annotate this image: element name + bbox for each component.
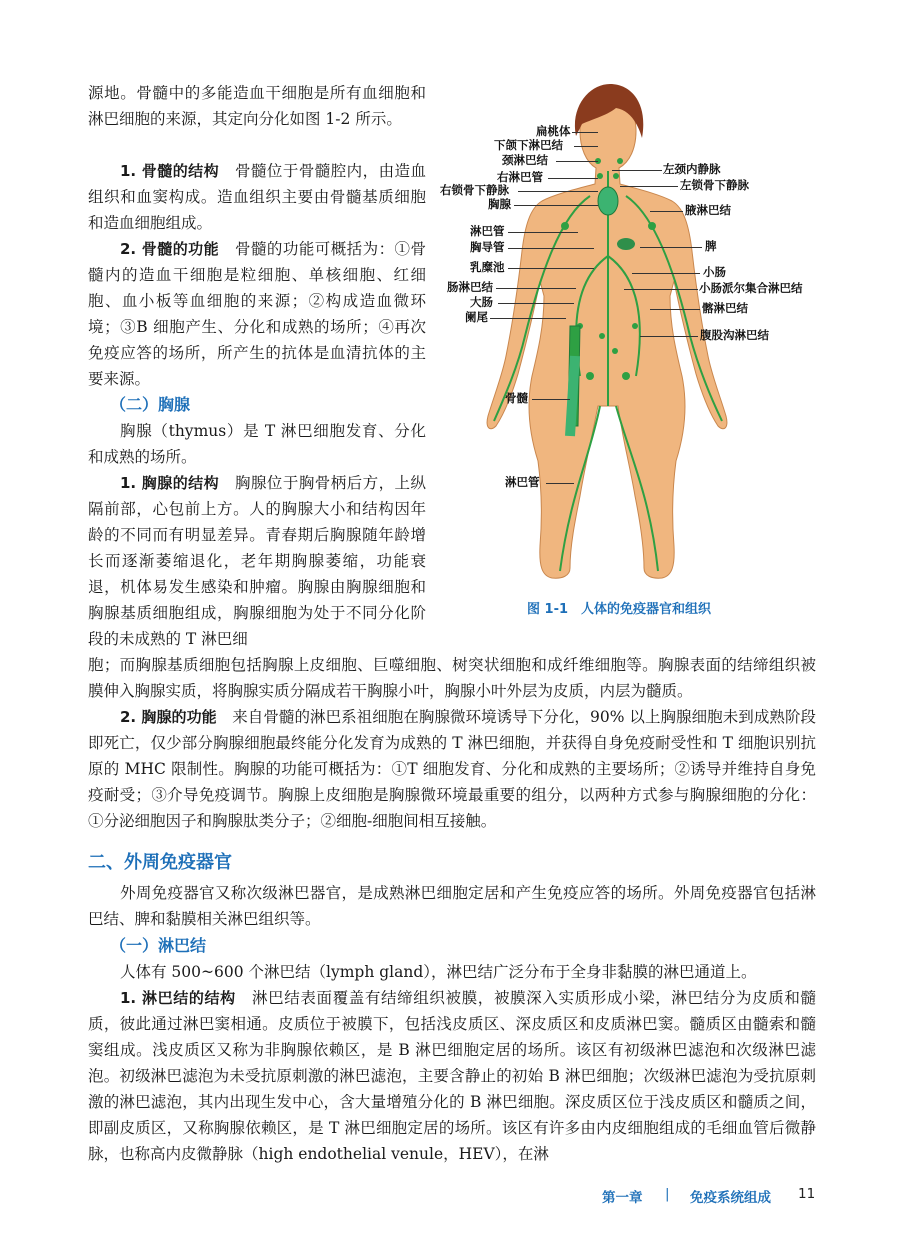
heading-lymph-node: （一）淋巴结 <box>110 936 207 955</box>
paragraph-thymus-structure <box>88 470 426 652</box>
label-axillary-node: 腋淋巴结 <box>685 203 731 217</box>
heading-thymus: （二）胸腺 <box>110 395 191 414</box>
label-left-subclavian-vein: 左锁骨下静脉 <box>680 178 749 192</box>
spleen <box>617 238 635 250</box>
paragraph-intro: 源地。骨髓中的多能造血干细胞是所有血细胞和淋巴细胞的来源，其定向分化如图 1-2 所示。 <box>88 84 426 128</box>
label-lymph-vessel: 淋巴管 <box>470 224 505 238</box>
heading-peripheral-organs: 二、外周免疫器官 <box>88 852 232 873</box>
footer-separator: | <box>665 1186 670 1202</box>
subheading-bone-marrow-function: 2. 骨髓的功能 <box>120 240 220 258</box>
footer-title: 免疫系统组成 <box>690 1190 771 1206</box>
paragraph-lymph-node-structure <box>88 985 816 1167</box>
paragraph-thymus-def: 胸腺（thymus）是 T 淋巴细胞发育、分化和成熟的场所。 <box>88 422 426 466</box>
text-bone-marrow-function: 骨髓的功能可概括为：①骨髓内的造血干细胞是粒细胞、单核细胞、红细胞、血小板等血细胞的来源；②构成造血微环境；③B 细胞产生、分化和成熟的场所；④再次免疫应答的场所，所产生的抗体是血清抗体的主要来源。 <box>88 240 426 388</box>
label-small-intestine: 小肠 <box>703 265 726 279</box>
paragraph-bone-marrow-structure <box>88 158 426 236</box>
subheading-thymus-structure: 1. 胸腺的结构 <box>120 474 220 492</box>
label-thymus: 胸腺 <box>488 197 511 211</box>
label-large-intestine: 大肠 <box>470 295 493 309</box>
subheading-lymph-node-structure: 1. 淋巴结的结构 <box>120 989 236 1007</box>
subheading-bone-marrow-structure: 1. 骨髓的结构 <box>120 162 220 180</box>
paragraph-peripheral-organs: 外周免疫器官又称次级淋巴器官，是成熟淋巴细胞定居和产生免疫应答的场所。外周免疫器官包括淋巴结、脾和黏膜相关淋巴组织等。 <box>88 884 816 928</box>
label-right-lymph-duct: 右淋巴管 <box>497 170 543 184</box>
subheading-thymus-function: 2. 胸腺的功能 <box>120 708 217 726</box>
label-right-subclavian-vein: 右锁骨下静脉 <box>440 183 509 197</box>
label-cisterna-chyli: 乳糜池 <box>470 260 505 274</box>
label-inguinal-node: 腹股沟淋巴结 <box>700 328 769 342</box>
paragraph-lymph-node-intro: 人体有 500~600 个淋巴结（lymph gland），淋巴结广泛分布于全身非黏膜的淋巴通道上。 <box>120 963 757 981</box>
label-left-internal-jugular-vein: 左颈内静脉 <box>663 162 721 176</box>
text-thymus-function: 来自骨髓的淋巴系祖细胞在胸腺微环境诱导下分化，90% 以上胸腺细胞未到成熟阶段即死亡，仅少部分胸腺细胞最终能分化发育为成熟的 T 淋巴细胞，并获得自身免疫耐受性和 T 细胞识别抗原的 MHC 限制性。胸腺的功能可概括为：①T 细胞发育、分化和成熟的主要场所；②诱导并维持自身免疫耐受；③介导免疫调节。胸腺上皮细胞是胸腺微环境最重要的组分，以两种方式参与胸腺细胞的分化：①分泌细胞因子和胸腺肽类分子；②细胞-细胞间相互接触。 <box>88 708 816 830</box>
label-cervical-node: 颈淋巴结 <box>502 153 548 167</box>
text-bone-marrow-structure: 骨髓位于骨髓腔内，由造血组织和血窦构成。造血组织主要由骨髓基质细胞和造血细胞组成。 <box>88 162 426 232</box>
page-number: 11 <box>798 1186 816 1202</box>
paragraph-thymus-function <box>88 704 816 834</box>
footer-chapter: 第一章 <box>602 1190 643 1206</box>
label-tonsil: 扁桃体 <box>536 124 571 138</box>
text-thymus-structure: 胸腺位于胸骨柄后方，上纵隔前部，心包前上方。人的胸腺大小和结构因年龄的不同而有明显差异。青春期后胸腺随年龄增长而逐渐萎缩退化，老年期胸腺萎缩，功能衰退，机体易发生感染和肿瘤。胸腺由胸腺细胞和胸腺基质细胞组成，胸腺细胞为处于不同分化阶段的未成熟的 T 淋巴细 <box>88 474 426 648</box>
leg-lymph-green <box>570 356 575 436</box>
label-iliac-node: 髂淋巴结 <box>702 301 748 315</box>
text-lymph-node-structure: 淋巴结表面覆盖有结缔组织被膜，被膜深入实质形成小梁，淋巴结分为皮质和髓质，彼此通过淋巴窦相通。皮质位于被膜下，包括浅皮质区、深皮质区和皮质淋巴窦。髓质区由髓索和髓窦组成。浅皮质区又称为非胸腺依赖区，是 B 淋巴细胞定居的场所。该区有初级淋巴滤泡和次级淋巴滤泡。初级淋巴滤泡为未受抗原刺激的淋巴滤泡，主要含静止的初始 B 淋巴细胞；次级淋巴滤泡为受抗原刺激的淋巴滤泡，其内出现生发中心，含大量增殖分化的 B 淋巴细胞。深皮质区位于浅皮质区和髓质之间，即副皮质区，又称胸腺依赖区，是 T 淋巴细胞定居的场所。该区有许多由内皮细胞组成的毛细血管后微静脉，也称高内皮微静脉（high endothelial venule，HEV），在淋 <box>88 989 816 1163</box>
figure-immune-organs <box>430 76 830 596</box>
paragraph-bone-marrow-function <box>88 236 426 392</box>
label-bone-marrow: 骨髓 <box>505 391 528 405</box>
thymus <box>598 187 618 215</box>
label-spleen: 脾 <box>705 239 717 253</box>
paragraph-thymus-continued: 胞；而胸腺基质细胞包括胸腺上皮细胞、巨噬细胞、树突状细胞和成纤维细胞等。胸腺表面的结缔组织被膜伸入胸腺实质，将胸腺实质分隔成若干胸腺小叶，胸腺小叶外层为皮质，内层为髓质。 <box>88 656 816 700</box>
leader-line <box>572 132 598 133</box>
label-thoracic-duct: 胸导管 <box>470 240 505 254</box>
figure-caption: 图 1-1 人体的免疫器官和组织 <box>527 602 712 617</box>
label-appendix: 阑尾 <box>465 310 488 324</box>
label-peyers-patches: 小肠派尔集合淋巴结 <box>699 281 803 295</box>
label-intestinal-node: 肠淋巴结 <box>447 280 493 294</box>
label-submandibular-node: 下颌下淋巴结 <box>494 138 563 152</box>
label-lymph-vessel-leg: 淋巴管 <box>505 475 540 489</box>
